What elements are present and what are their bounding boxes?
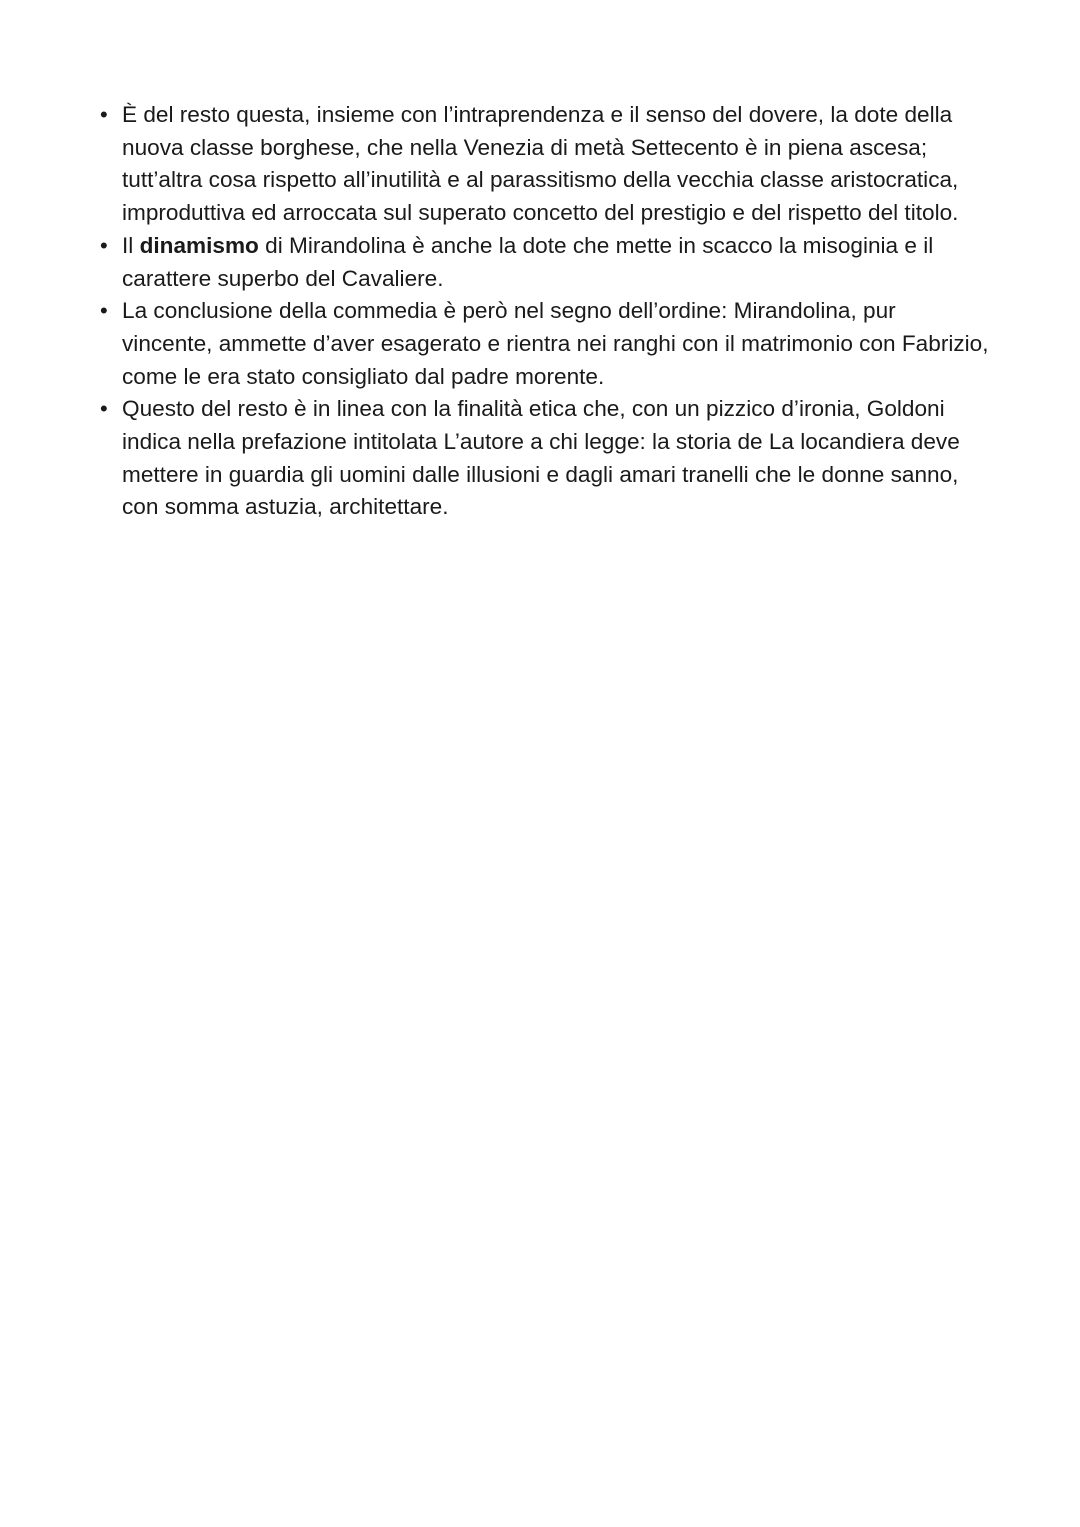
list-item xyxy=(100,295,990,393)
bullet-icon: • xyxy=(100,298,108,324)
bullet-icon: • xyxy=(100,396,108,422)
bullet-list xyxy=(100,99,990,524)
list-item xyxy=(100,393,990,524)
list-item-text: Questo del resto è in linea con la finalità etica che, con un pizzico d’ironia, Goldoni indica nella prefazione intitolata L’autore a chi legge: la storia de La locandiera deve mettere in guardia gli uomini dalle illusioni e dagli amari tranelli che le donne sanno, con somma astuzia, architettare. xyxy=(122,396,960,520)
list-item-text: È del resto questa, insieme con l’intraprendenza e il senso del dovere, la dote della nuova classe borghese, che nella Venezia di metà Settecento è in piena ascesa; tutt’altra cosa rispetto all’inutilità e al parassitismo della vecchia classe aristocratica, improduttiva ed arroccata sul superato concetto del prestigio e del rispetto del titolo. xyxy=(122,102,959,226)
bullet-icon: • xyxy=(100,232,108,258)
list-item-text-start: Il xyxy=(122,232,140,258)
list-item-text: La conclusione della commedia è però nel segno dell’ordine: Mirandolina, pur vincente, ammette d’aver esagerato e rientra nei ranghi con il matrimonio con Fabrizio, come le era stato consigliato dal padre morente. xyxy=(122,298,989,389)
list-item xyxy=(100,99,990,230)
emphasis-term: dinamismo xyxy=(139,232,259,258)
list-item xyxy=(100,230,990,295)
bullet-icon: • xyxy=(100,102,108,127)
list-item-text-end: di Mirandolina è anche la dote che mette in scacco la misoginia e il carattere superbo del Cavaliere. xyxy=(122,232,934,291)
